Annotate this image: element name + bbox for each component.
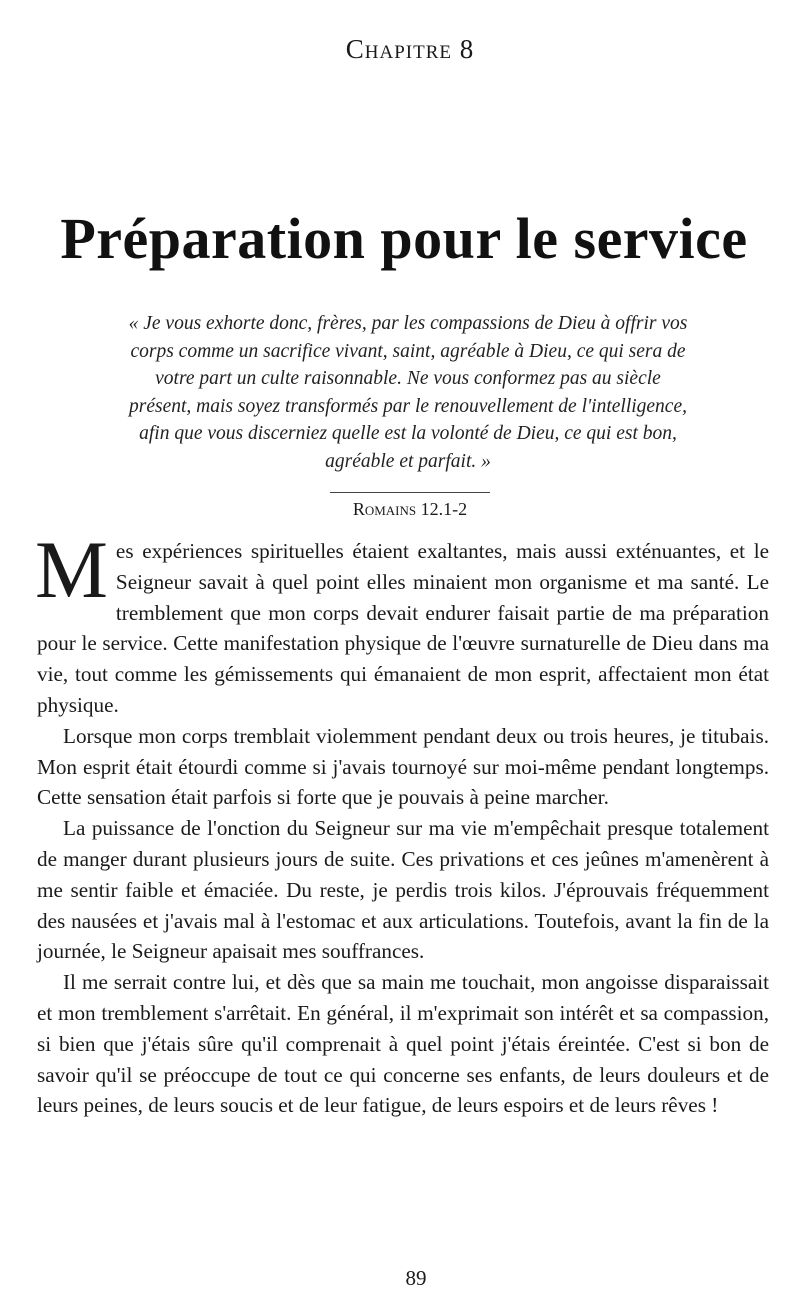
chapter-title: Préparation pour le service — [60, 206, 748, 271]
chapter-label: Chapitre 8 — [345, 34, 475, 64]
drop-cap: M — [35, 524, 108, 615]
epigraph-quote: « Je vous exhorte donc, frères, par les compassions de Dieu à offrir vos corps comme un sacrifice vivant, saint, agréable à Dieu, ce qui sera de votre part un culte raisonnable. Ne vous conformez pas au siècle présent, mais soyez transformés par le renouvellement de l'intelligence, afin que vous discerniez quelle est la volonté de Dieu, ce qui est bon, agréable et parfait. » — [128, 313, 688, 472]
paragraph-3: La puissance de l'onction du Seigneur sur ma vie m'empêchait presque totalement de manger durant plusieurs jours de suite. Ces privations et ces jeûnes m'amenèrent à me sentir faible et émaciée. Du reste, je perdis trois kilos. J'éprouvais fréquemment des nausées et j'avais mal à l'estomac et aux articulations. Toutefois, avant la fin de la journée, le Seigneur apaisait mes souffrances. — [37, 816, 769, 964]
epigraph-reference: Romains 12.1-2 — [330, 492, 490, 520]
body-text — [35, 524, 769, 1121]
paragraph-1-text: es expériences spirituelles étaient exaltantes, mais aussi exténuantes, et le Seigneur savait à quel point elles minaient mon organisme et ma santé. Le tremblement que mon corps devait endurer faisait partie de ma préparation pour le service. Cette manifestation physique de l'œuvre surnaturelle de Dieu dans ma vie, tout comme les gémissements qui émanaient de mon esprit, affectaient mon état physique. — [37, 539, 769, 717]
paragraph-1 — [35, 524, 769, 721]
paragraph-2: Lorsque mon corps tremblait violemment pendant deux ou trois heures, je titubais. Mon esprit était étourdi comme si j'avais tournoyé sur moi-même pendant longtemps. Cette sensation était parfois si forte que je pouvais à peine marcher. — [37, 723, 769, 810]
paragraph-4: Il me serrait contre lui, et dès que sa main me touchait, mon angoisse disparaissait et mon tremblement s'arrêtait. En général, il m'exprimait son intérêt et sa compassion, si bien que j'étais sûre qu'il comprenait à quel point j'étais éreintée. C'est si bon de savoir qu'il se préoccupe de tout ce qui concerne ses enfants, de leurs douleurs et de leurs peines, de leurs soucis et de leur fatigue, de leurs espoirs et de leurs rêves ! — [37, 970, 769, 1118]
page-number: 89 — [405, 1266, 427, 1290]
